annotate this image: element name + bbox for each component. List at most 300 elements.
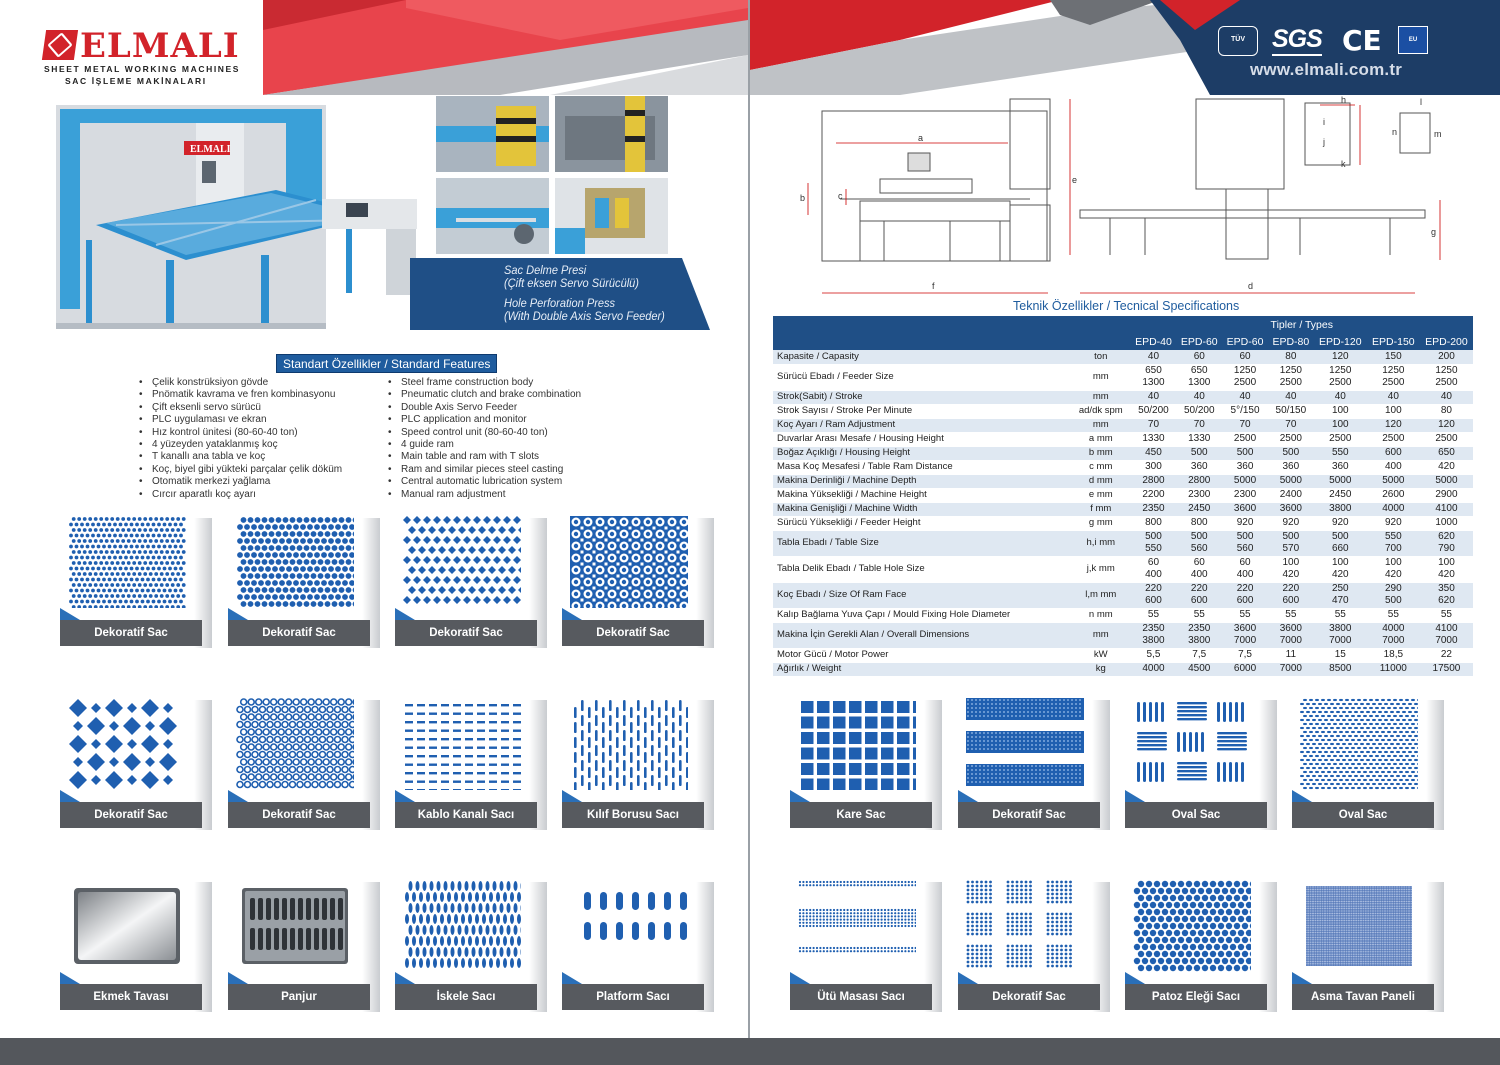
spec-param-name: Makina Yüksekliği / Machine Height	[773, 488, 1071, 502]
spec-value: 100 420	[1420, 556, 1473, 582]
product-tile[interactable]	[395, 880, 537, 1025]
tile-label: Dekoratif Sac	[958, 802, 1100, 828]
spec-value: 50/150	[1268, 404, 1314, 418]
dim-letter: n	[1392, 127, 1398, 137]
spec-value: 550	[1314, 446, 1367, 460]
certification-badges	[1218, 22, 1438, 62]
perforation-pattern	[236, 880, 354, 972]
tile-accent	[60, 790, 80, 802]
spec-value: 360	[1268, 460, 1314, 474]
spec-row	[773, 350, 1473, 364]
spec-value: 60 400	[1222, 556, 1268, 582]
perforation-pattern	[570, 880, 688, 972]
spec-value: 8500	[1314, 662, 1367, 676]
dim-letter: l	[1420, 97, 1422, 107]
spec-value: 1250 2500	[1268, 364, 1314, 390]
spec-value: 2500	[1420, 432, 1473, 446]
spec-unit: j,k mm	[1071, 556, 1131, 582]
website-link[interactable]: www.elmali.com.tr	[1250, 60, 1403, 79]
spec-param-name: Kalıp Bağlama Yuva Çapı / Mould Fixing Hole Diameter	[773, 608, 1071, 622]
spec-value: 60 400	[1176, 556, 1222, 582]
spec-value: 920	[1367, 516, 1420, 530]
product-tile[interactable]	[395, 698, 537, 843]
dim-letter: e	[1072, 175, 1078, 185]
spec-unit: n mm	[1071, 608, 1131, 622]
dim-letter: b	[800, 193, 806, 203]
perforation-pattern	[68, 698, 186, 790]
spec-value: 650 1300	[1176, 364, 1222, 390]
tile-label: Dekoratif Sac	[958, 984, 1100, 1010]
tile-label: Dekoratif Sac	[562, 620, 704, 646]
spec-value: 55	[1367, 608, 1420, 622]
feature-item: • Main table and ram with T slots	[387, 451, 581, 463]
spec-value: 500 570	[1268, 530, 1314, 556]
technical-drawings	[800, 95, 1460, 300]
feature-item: • Cırcır aparatlı koç ayarı	[138, 489, 342, 501]
spec-param-name: Koç Ebadı / Size Of Ram Face	[773, 582, 1071, 608]
feature-item: • Central automatic lubrication system	[387, 476, 581, 488]
spec-unit: c mm	[1071, 460, 1131, 474]
tile-accent	[958, 972, 978, 984]
brand-name: ELMALI	[80, 26, 240, 66]
tile-label: Dekoratif Sac	[60, 620, 202, 646]
spec-value: 3600	[1222, 502, 1268, 516]
feature-item: • T kanallı ana tabla ve koç	[138, 451, 342, 463]
spec-unit: mm	[1071, 622, 1131, 648]
spec-value: 360	[1222, 460, 1268, 474]
spec-value: 40	[1222, 390, 1268, 404]
spec-model-header: EPD-120	[1314, 333, 1367, 350]
spec-value: 4100	[1420, 502, 1473, 516]
spec-value: 550 700	[1367, 530, 1420, 556]
spec-models-row	[773, 333, 1473, 350]
footer-bar	[0, 1038, 1500, 1065]
spec-param-name: Strok Sayısı / Stroke Per Minute	[773, 404, 1071, 418]
spec-row	[773, 488, 1473, 502]
dim-letter: c	[838, 191, 843, 201]
tile-label: Kare Sac	[790, 802, 932, 828]
brand-tagline-tr: SAC İŞLEME MAKİNALARI	[65, 76, 207, 86]
tile-accent	[395, 972, 415, 984]
tile-accent	[228, 608, 248, 620]
eu-badge: EU	[1398, 26, 1428, 54]
feature-item: • Koç, biyel gibi yükteki parçalar çelik döküm	[138, 464, 342, 476]
perforation-pattern	[1133, 698, 1251, 790]
spec-value: 250 470	[1314, 582, 1367, 608]
feature-item: • Manual ram adjustment	[387, 489, 581, 501]
spec-param-name: Boğaz Açıklığı / Housing Height	[773, 446, 1071, 460]
spec-value: 70	[1222, 418, 1268, 432]
tile-label: Ekmek Tavası	[60, 984, 202, 1010]
feature-item: • 4 yüzeyden yataklanmış koç	[138, 439, 342, 451]
spec-value: 500	[1222, 446, 1268, 460]
tile-label: Oval Sac	[1125, 802, 1267, 828]
product-tile[interactable]	[790, 698, 932, 843]
product-tile[interactable]	[562, 698, 704, 843]
spec-value: 2500	[1367, 432, 1420, 446]
spec-unit: d mm	[1071, 474, 1131, 488]
feature-item: • 4 guide ram	[387, 439, 581, 451]
spec-unit: f mm	[1071, 502, 1131, 516]
spec-value: 80	[1268, 350, 1314, 364]
spec-unit: kW	[1071, 648, 1131, 662]
spec-value: 500 550	[1131, 530, 1177, 556]
spec-param-name: Kapasite / Capasity	[773, 350, 1071, 364]
spec-value: 60	[1176, 350, 1222, 364]
perforation-pattern	[1300, 880, 1418, 972]
product-tile[interactable]	[60, 516, 202, 661]
spec-value: 4500	[1176, 662, 1222, 676]
product-tile[interactable]	[395, 516, 537, 661]
spec-row	[773, 418, 1473, 432]
spec-row	[773, 390, 1473, 404]
spec-value: 120	[1420, 418, 1473, 432]
spec-param-name: Motor Gücü / Motor Power	[773, 648, 1071, 662]
spec-value: 55	[1131, 608, 1177, 622]
features-list-tr	[138, 377, 342, 501]
spec-value: 500	[1176, 446, 1222, 460]
spec-value: 120	[1314, 350, 1367, 364]
dim-letter: h	[1341, 95, 1347, 105]
spec-value: 100	[1367, 404, 1420, 418]
detail-photo	[436, 96, 549, 172]
dim-letter: g	[1431, 227, 1437, 237]
spec-value: 4000	[1131, 662, 1177, 676]
spec-value: 5000	[1367, 474, 1420, 488]
spec-value: 70	[1131, 418, 1177, 432]
tile-accent	[60, 972, 80, 984]
spec-unit: ad/dk spm	[1071, 404, 1131, 418]
spec-value: 4100 7000	[1420, 622, 1473, 648]
spec-value: 1250 2500	[1367, 364, 1420, 390]
spec-value: 3600 7000	[1222, 622, 1268, 648]
tile-label: Dekoratif Sac	[228, 620, 370, 646]
spec-value: 500 560	[1176, 530, 1222, 556]
brand-logo	[44, 28, 254, 90]
perforation-pattern	[1133, 880, 1251, 972]
feature-item: • Pnömatik kavrama ve fren kombinasyonu	[138, 389, 342, 401]
dim-letter: a	[918, 133, 924, 143]
spec-value: 290 500	[1367, 582, 1420, 608]
spec-value: 55	[1176, 608, 1222, 622]
spec-value: 2350	[1131, 502, 1177, 516]
product-tile[interactable]	[228, 880, 370, 1025]
spec-value: 120	[1367, 418, 1420, 432]
dim-letter: f	[932, 281, 935, 291]
spec-value: 2800	[1131, 474, 1177, 488]
svg-text:ELMALI: ELMALI	[190, 144, 231, 155]
tile-label: Dekoratif Sac	[60, 802, 202, 828]
spec-param-name: Sürücü Ebadı / Feeder Size	[773, 364, 1071, 390]
spec-body	[773, 350, 1473, 676]
tile-accent	[790, 790, 810, 802]
spec-value: 40	[1314, 390, 1367, 404]
tile-label: Kılıf Borusu Sacı	[562, 802, 704, 828]
spec-unit: mm	[1071, 364, 1131, 390]
spec-value: 11	[1268, 648, 1314, 662]
sgs-badge: SGS	[1272, 26, 1322, 56]
spec-param-name: Makina Derinliği / Machine Depth	[773, 474, 1071, 488]
spec-value: 3600	[1268, 502, 1314, 516]
feature-item: • Çelik konstrüksiyon gövde	[138, 377, 342, 389]
spec-value: 2450	[1314, 488, 1367, 502]
spec-corner	[773, 333, 1131, 350]
spec-value: 50/200	[1131, 404, 1177, 418]
spec-param-name: Makina Genişliği / Machine Width	[773, 502, 1071, 516]
feature-item: • Çift eksenli servo sürücü	[138, 402, 342, 414]
spec-value: 4000 7000	[1367, 622, 1420, 648]
feature-item: • PLC application and monitor	[387, 414, 581, 426]
spec-value: 40	[1367, 390, 1420, 404]
spec-value: 1000	[1420, 516, 1473, 530]
tile-accent	[1292, 790, 1312, 802]
tile-label: Dekoratif Sac	[395, 620, 537, 646]
ce-mark: CE	[1342, 24, 1382, 57]
spec-param-name: Sürücü Yüksekliği / Feeder Height	[773, 516, 1071, 530]
spec-value: 60 400	[1131, 556, 1177, 582]
machine-photo	[46, 95, 426, 335]
tile-accent	[562, 972, 582, 984]
spec-value: 100 420	[1268, 556, 1314, 582]
spec-model-header: EPD-40	[1131, 333, 1177, 350]
product-tile[interactable]	[958, 698, 1100, 843]
spec-value: 2800	[1176, 474, 1222, 488]
caption-tr-subtitle: (Çift eksen Servo Sürücülü)	[504, 276, 639, 290]
product-tile[interactable]	[562, 880, 704, 1025]
dim-letter: m	[1434, 129, 1442, 139]
product-tile[interactable]	[1125, 880, 1267, 1025]
feature-item: • Speed control unit (80-60-40 ton)	[387, 427, 581, 439]
product-tile[interactable]	[790, 880, 932, 1025]
feature-item: • PLC uygulaması ve ekran	[138, 414, 342, 426]
spec-value: 220 600	[1176, 582, 1222, 608]
spec-value: 18,5	[1367, 648, 1420, 662]
spec-value: 40	[1268, 390, 1314, 404]
spec-value: 620 790	[1420, 530, 1473, 556]
spec-value: 60	[1222, 350, 1268, 364]
spec-value: 40	[1176, 390, 1222, 404]
spec-param-name: Makina İçin Gerekli Alan / Overall Dimensions	[773, 622, 1071, 648]
detail-photo	[555, 96, 668, 172]
spec-value: 5000	[1268, 474, 1314, 488]
tile-accent	[562, 790, 582, 802]
spec-value: 3800 7000	[1314, 622, 1367, 648]
spec-value: 800	[1176, 516, 1222, 530]
product-tile[interactable]	[1292, 698, 1434, 843]
feature-item: • Ram and similar pieces steel casting	[387, 464, 581, 476]
spec-value: 2500	[1222, 432, 1268, 446]
spec-value: 2200	[1131, 488, 1177, 502]
spec-value: 920	[1222, 516, 1268, 530]
tile-label: Platform Sacı	[562, 984, 704, 1010]
spec-value: 7,5	[1176, 648, 1222, 662]
spec-unit: a mm	[1071, 432, 1131, 446]
perforation-pattern	[798, 880, 916, 972]
spec-row	[773, 608, 1473, 622]
tile-label: Kablo Kanalı Sacı	[395, 802, 537, 828]
spec-value: 5°/150	[1222, 404, 1268, 418]
tile-label: Dekoratif Sac	[228, 802, 370, 828]
product-tile[interactable]	[60, 698, 202, 843]
spec-unit: b mm	[1071, 446, 1131, 460]
spec-value: 220 600	[1131, 582, 1177, 608]
tile-label: Panjur	[228, 984, 370, 1010]
product-tile[interactable]	[60, 880, 202, 1025]
feature-item: • Hız kontrol ünitesi (80-60-40 ton)	[138, 427, 342, 439]
perforation-pattern	[1300, 698, 1418, 790]
spec-row	[773, 648, 1473, 662]
spec-unit: mm	[1071, 390, 1131, 404]
spec-value: 6000	[1222, 662, 1268, 676]
spec-value: 11000	[1367, 662, 1420, 676]
spec-value: 350 620	[1420, 582, 1473, 608]
spec-row	[773, 432, 1473, 446]
tile-accent	[790, 972, 810, 984]
spec-param-name: Tabla Ebadı / Table Size	[773, 530, 1071, 556]
spec-row	[773, 364, 1473, 390]
spec-model-header: EPD-200	[1420, 333, 1473, 350]
feature-item: • Pneumatic clutch and brake combination	[387, 389, 581, 401]
product-tile[interactable]	[228, 516, 370, 661]
spec-value: 2900	[1420, 488, 1473, 502]
spec-param-name: Ağırlık / Weight	[773, 662, 1071, 676]
spec-types-header: Tipler / Types	[1131, 316, 1473, 333]
spec-value: 650 1300	[1131, 364, 1177, 390]
spec-value: 5,5	[1131, 648, 1177, 662]
spec-value: 55	[1420, 608, 1473, 622]
spec-unit: l,m mm	[1071, 582, 1131, 608]
spec-value: 40	[1420, 390, 1473, 404]
spec-value: 1330	[1176, 432, 1222, 446]
spec-row	[773, 530, 1473, 556]
spec-unit: kg	[1071, 662, 1131, 676]
spec-value: 55	[1222, 608, 1268, 622]
spec-value: 450	[1131, 446, 1177, 460]
tile-label: Ütü Masası Sacı	[790, 984, 932, 1010]
product-tile[interactable]	[1125, 698, 1267, 843]
tile-accent	[60, 608, 80, 620]
product-tile[interactable]	[228, 698, 370, 843]
product-tile[interactable]	[1292, 880, 1434, 1025]
tile-label: İskele Sacı	[395, 984, 537, 1010]
spec-value: 1250 2500	[1420, 364, 1473, 390]
spec-value: 1250 2500	[1314, 364, 1367, 390]
spec-row	[773, 662, 1473, 676]
spec-row	[773, 556, 1473, 582]
features-title: Standart Özellikler / Standard Features	[276, 354, 497, 373]
spec-value: 360	[1176, 460, 1222, 474]
spec-row	[773, 622, 1473, 648]
page-spine	[748, 0, 750, 1040]
spec-value: 100	[1314, 404, 1367, 418]
product-tile[interactable]	[958, 880, 1100, 1025]
spec-value: 7000	[1268, 662, 1314, 676]
tuv-badge: TÜV	[1218, 26, 1258, 56]
spec-unit: g mm	[1071, 516, 1131, 530]
spec-value: 15	[1314, 648, 1367, 662]
spec-value: 40	[1131, 350, 1177, 364]
spec-value: 2350 3800	[1131, 622, 1177, 648]
spec-value: 5000	[1222, 474, 1268, 488]
spec-value: 100 420	[1367, 556, 1420, 582]
spec-table	[773, 316, 1473, 677]
spec-value: 5000	[1314, 474, 1367, 488]
spec-value: 1330	[1131, 432, 1177, 446]
spec-row	[773, 582, 1473, 608]
spec-model-header: EPD-150	[1367, 333, 1420, 350]
dim-letter: d	[1248, 281, 1254, 291]
spec-value: 600	[1367, 446, 1420, 460]
perforation-pattern	[236, 516, 354, 608]
spec-value: 50/200	[1176, 404, 1222, 418]
spec-value: 100 420	[1314, 556, 1367, 582]
spec-value: 150	[1367, 350, 1420, 364]
feature-item: • Otomatik merkezi yağlama	[138, 476, 342, 488]
spec-unit: mm	[1071, 418, 1131, 432]
spec-row	[773, 404, 1473, 418]
features-list-en	[387, 377, 581, 501]
spec-row	[773, 474, 1473, 488]
spec-value: 4000	[1367, 502, 1420, 516]
spec-value: 650	[1420, 446, 1473, 460]
product-tile[interactable]	[562, 516, 704, 661]
spec-model-header: EPD-60	[1222, 333, 1268, 350]
spec-value: 7,5	[1222, 648, 1268, 662]
spec-row	[773, 446, 1473, 460]
perforation-pattern	[403, 698, 521, 790]
spec-row	[773, 516, 1473, 530]
caption-en-title: Hole Perforation Press	[504, 296, 616, 310]
spec-value: 55	[1314, 608, 1367, 622]
spec-value: 5000	[1420, 474, 1473, 488]
spec-value: 22	[1420, 648, 1473, 662]
perforation-pattern	[966, 880, 1084, 972]
spec-unit: e mm	[1071, 488, 1131, 502]
spec-value: 2500	[1268, 432, 1314, 446]
caption-tr-title: Sac Delme Presi	[504, 263, 587, 277]
spec-param-name: Strok(Sabit) / Stroke	[773, 390, 1071, 404]
tile-accent	[1292, 972, 1312, 984]
spec-value: 70	[1176, 418, 1222, 432]
brand-tagline-en: SHEET METAL WORKING MACHINES	[44, 64, 241, 74]
feature-item: • Double Axis Servo Feeder	[387, 402, 581, 414]
spec-param-name: Koç Ayarı / Ram Adjustment	[773, 418, 1071, 432]
spec-value: 500 560	[1222, 530, 1268, 556]
spec-model-header: EPD-80	[1268, 333, 1314, 350]
perforation-pattern	[403, 516, 521, 608]
spec-value: 3800	[1314, 502, 1367, 516]
spec-value: 220 600	[1268, 582, 1314, 608]
tile-accent	[1125, 790, 1145, 802]
spec-value: 100	[1314, 418, 1367, 432]
spec-value: 2600	[1367, 488, 1420, 502]
spec-param-name: Duvarlar Arası Mesafe / Housing Height	[773, 432, 1071, 446]
spec-value: 3600 7000	[1268, 622, 1314, 648]
perforation-pattern	[570, 698, 688, 790]
spec-value: 17500	[1420, 662, 1473, 676]
spec-title: Teknik Özellikler / Tecnical Specifications	[1013, 299, 1240, 313]
spec-row	[773, 460, 1473, 474]
logo-mark	[42, 30, 78, 60]
tile-accent	[228, 790, 248, 802]
perforation-pattern	[68, 880, 186, 972]
detail-photo	[436, 178, 549, 254]
caption-en-subtitle: (With Double Axis Servo Feeder)	[504, 309, 665, 323]
perforation-pattern	[966, 698, 1084, 790]
spec-value: 70	[1268, 418, 1314, 432]
dim-letter: k	[1341, 159, 1346, 169]
tile-accent	[395, 608, 415, 620]
